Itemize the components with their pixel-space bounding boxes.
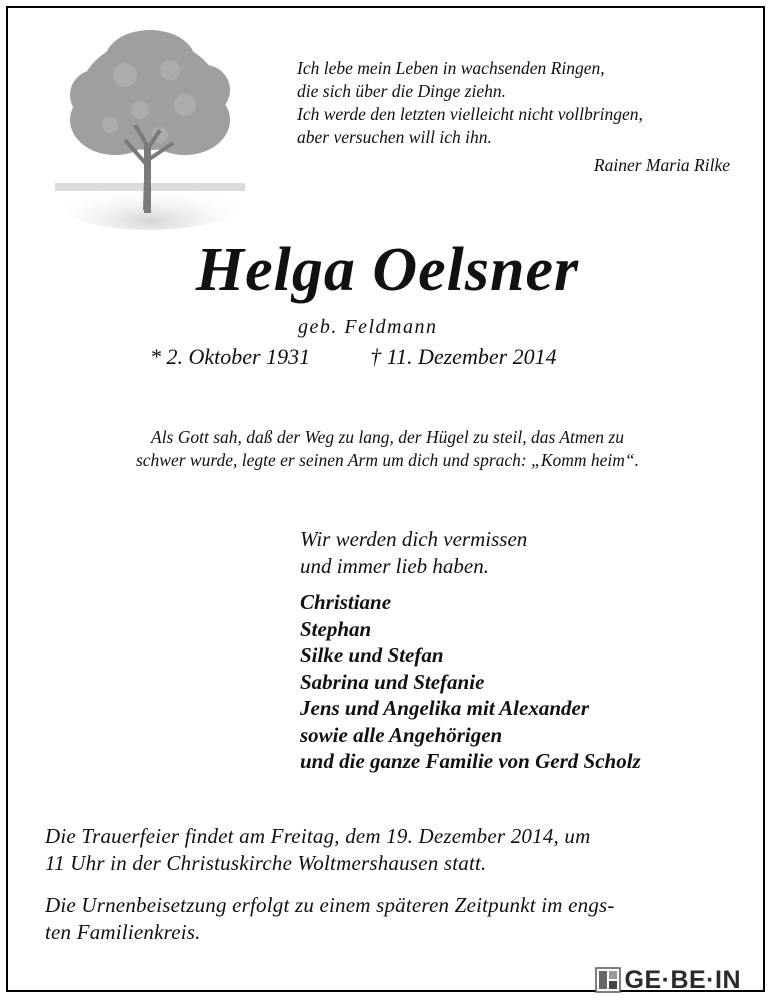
poem bbox=[297, 57, 737, 149]
publisher-logo-text: GE·BE·IN bbox=[624, 965, 741, 994]
burial-info bbox=[45, 892, 615, 946]
quote bbox=[0, 426, 775, 472]
farewell-text bbox=[300, 526, 527, 580]
service-line: Die Trauerfeier findet am Freitag, dem 19. Dezember 2014, um bbox=[45, 824, 591, 848]
tree-image bbox=[55, 25, 245, 235]
mourner: und die ganze Familie von Gerd Scholz bbox=[300, 749, 641, 773]
service-info bbox=[45, 823, 590, 877]
quote-line: schwer wurde, legte er seinen Arm um dich und sprach: „Komm heim“. bbox=[135, 450, 640, 470]
farewell-line: und immer lieb haben. bbox=[300, 554, 489, 578]
poem-line: Ich werde den letzten vielleicht nicht vollbringen, bbox=[297, 104, 643, 124]
gebein-logo-icon bbox=[595, 967, 621, 993]
farewell-line: Wir werden dich vermissen bbox=[300, 527, 528, 551]
mourner: sowie alle Angehörigen bbox=[300, 722, 503, 747]
mourner: Silke und Stefan bbox=[300, 643, 444, 667]
mourner: Jens und Angelika mit Alexander bbox=[300, 696, 589, 720]
life-dates bbox=[150, 344, 557, 370]
mourner: Christiane bbox=[300, 590, 392, 614]
burial-line: Die Urnenbeisetzung erfolgt zu einem späteren Zeitpunkt im engs- bbox=[45, 893, 615, 917]
birth-date: * 2. Oktober 1931 bbox=[150, 344, 311, 369]
poem-line: Ich lebe mein Leben in wachsenden Ringen, bbox=[297, 58, 605, 78]
death-date: † 11. Dezember 2014 bbox=[370, 344, 557, 369]
poem-line: die sich über die Dinge ziehn. bbox=[297, 81, 506, 101]
poem-author: Rainer Maria Rilke bbox=[593, 155, 730, 175]
poem-line: aber versuchen will ich ihn. bbox=[297, 127, 492, 147]
burial-line: ten Familienkreis. bbox=[45, 920, 201, 944]
birth-name: geb. Feldmann bbox=[298, 316, 438, 338]
mourner: Sabrina und Stefanie bbox=[300, 669, 485, 694]
service-line: 11 Uhr in der Christuskirche Woltmershausen statt. bbox=[45, 851, 487, 875]
mourners-list bbox=[300, 589, 641, 775]
mourner: Stephan bbox=[300, 616, 372, 641]
publisher-logo bbox=[595, 965, 742, 995]
quote-line: Als Gott sah, daß der Weg zu lang, der Hügel zu steil, das Atmen zu bbox=[151, 427, 624, 447]
deceased-name: Helga Oelsner bbox=[195, 236, 580, 304]
